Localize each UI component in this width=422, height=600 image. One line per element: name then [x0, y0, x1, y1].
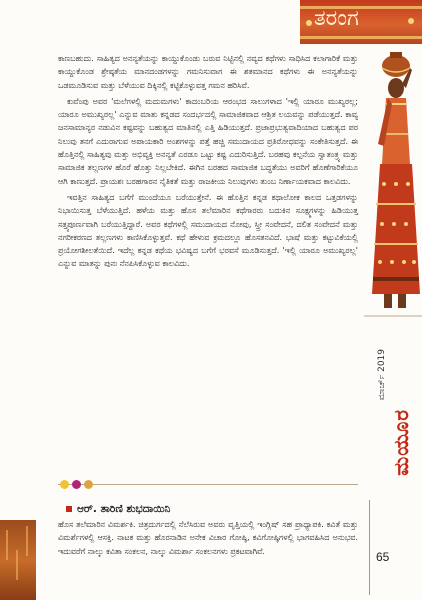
divider-line [58, 484, 358, 485]
issue-date-text: ಮಾರ್ಚ್ 2019 [377, 349, 387, 401]
left-border-art [0, 520, 36, 600]
banner-dot [306, 20, 312, 26]
magazine-title-text: ಮಯೂರ [389, 408, 413, 476]
author-name: ಆರ್. ತಾರಿಣಿ ಶುಭದಾಯಿನಿ [77, 503, 171, 515]
bullet-square-icon [66, 506, 72, 512]
divider-dot [84, 480, 93, 489]
sidebar-rule [369, 500, 370, 595]
page-number: 65 [376, 550, 390, 564]
banner-stripe [300, 36, 422, 39]
art-streak [16, 550, 18, 580]
art-streak [6, 530, 8, 560]
article-paragraph: ಕುವೆಂಪು ಅವರ 'ಮಲೆಗಳಲ್ಲಿ ಮದುಮಗಳು' ಕಾದಂಬರಿಯ ಆರಂಭದ ಸಾಲುಗಳಾದ 'ಇಲ್ಲಿ ಯಾರೂ ಮುಖ್ಯರಲ್ಲ; ಯಾರೂ ಅಮುಖ್ಯರಲ್ಲ' ಎನ್ನುವ ಮಾತು ಕನ್ನಡದ ಸಂದರ್ಭದಲ್ಲಿ ಸಾಮಾಜಿಕವಾದ ಆಶ್ರಿತ ಲಯವನ್ನು ಪಡೆಯುತ್ತದೆ. ಕಾವ್ಯ ಜನಸಾಮಾನ್ಯರ ನಡುವಿನ ಕಷ್ಟವನ್ನು ಬಹುತ್ವದ ಮಾತಿನಲ್ಲಿ ಎತ್ತಿ ಹಿಡಿಯುತ್ತದೆ. ಪ್ರಜಾಪ್ರಭುತ್ವವಾದಿಯಾದ ಬಹುತ್ವದ ಪರ ನಿಲುವು ತನಗೆ ಎದುರಾಗುವ ಅಪಾಯಕಾರಿ ಅಂಶಗಳನ್ನು ಪತ್ತೆ ಹಚ್ಚಿ ಸಮುದಾಯದ ಪ್ರತಿರೋಧವನ್ನು ಸಂಕೇತಿಸುತ್ತದೆ. ಈ ಹೊತ್ತಿನಲ್ಲಿ ಸಾಹಿತ್ಯವು ಮತ್ತು ಅಭಿವ್ಯಕ್ತಿ ಅನನ್ಯತೆ ಎರಡೂ ಒಟ್ಟು ಕಷ್ಟ ಎದುರಿಸುತ್ತಿದೆ. ಬರಹವು ಕಲ್ಪನೆಯ ಸ್ವಾತಂತ್ರ್ಯ ಮತ್ತು ಸಾಮಾಜಿಕ ತಲ್ಲಣಗಳ ಹೊರೆ ಹೊತ್ತು ನಿಲ್ಲಬೇಕಿದೆ. ಈಗಿನ ಬರಹದ ಸಾಮಾಜಿಕ ಬದ್ಧತೆಯು ಅವರಿಗೆ ಹೊಣೆಗಾರಿಕೆಯೂ ಆಗಿ ಕಾಣುತ್ತದೆ. ಪ್ರಾಯಶಃ ಬರಹಗಾರನ ನೈತಿಕತೆ ಮತ್ತು ರಾಜಕೀಯ ನಿಲುವುಗಳು ತುಂಬ ನಿರ್ಣಾಯಕವಾದ ಕಾಲವಿದು. [58, 96, 358, 186]
author-heading [66, 503, 170, 516]
author-bio [58, 518, 358, 558]
author-bio-text: ಹೊಸ ತಲೆಮಾರಿನ ವಿಮರ್ಶಕಿ. ಚಿತ್ರದುರ್ಗದಲ್ಲಿ ನೆಲೆಸಿರುವ ಅವರು ವೃತ್ತಿಯಲ್ಲಿ ಇಂಗ್ಲಿಷ್ ಸಹ ಪ್ರಾಧ್ಯಾಪಕಿ. ಕವಿತೆ ಮತ್ತು ವಿಮರ್ಶೆಗಳಲ್ಲಿ ಆಸಕ್ತಿ. ನಾಟಕ ಮತ್ತು ಹೊರನಾಡಿನ ಅನೇಕ ವಿಚಾರ ಗೋಷ್ಠಿ, ಕವಿಗೋಷ್ಠಿಗಳಲ್ಲಿ ಭಾಗವಹಿಸಿದ ಅನುಭವ. ಇದುವರೆಗೆ ನಾಲ್ಕು ಕವಿತಾ ಸಂಕಲನ, ನಾಲ್ಕು ವಿಮರ್ಶಾ ಸಂಕಲನಗಳು ಪ್ರಕಟವಾಗಿವೆ. [58, 520, 358, 556]
header-banner [300, 0, 422, 44]
divider-dot [72, 480, 81, 489]
art-streak [26, 526, 28, 556]
section-divider [58, 478, 358, 488]
banner-dot [408, 18, 414, 24]
article-body [58, 52, 358, 274]
magazine-title [388, 400, 414, 484]
article-paragraph: ಕಾಣಬಹುದು. ಸಾಹಿತ್ಯದ ಅನನ್ಯತೆಯನ್ನು ಕಾಯ್ದುಕೊಂಡು ಬರುವ ನಿಟ್ಟಿನಲ್ಲಿ ನವ್ಯದ ಕಥೆಗಳು ಸಾಧಿಸಿದ ಕಲಾಗಾರಿಕೆ ಮತ್ತು ಕಾಯ್ದುಕೊಂಡ ಶ್ರೇಷ್ಠತೆಯ ಮಾನದಂಡಗಳನ್ನು ಗಮನಿಸುವಾಗ ಈ ಶತಮಾನದ ಕಥೆಗಳು ಈ ಅನನ್ಯತೆಯನ್ನು ಒಡಮೂಡಿಸುವ ಮತ್ತು ಬೆಳೆಯುವ ದಿಕ್ಕಿನಲ್ಲಿ ಕಟ್ಟಿಕೊಳ್ಳುವತ್ತ ಗಮನ ಹರಿಸಿವೆ. [58, 54, 358, 90]
article-paragraph: ಇವತ್ತಿನ ಸಾಹಿತ್ಯದ ಬಗೆಗೆ ಮುಂದೆಯೂ ಬರೆಯುತ್ತೇನೆ. ಈ ಹೊತ್ತಿನ ಕನ್ನಡ ಕಥಾಲೋಕ ಕಾಲದ ಒತ್ತಡಗಳನ್ನು ನಿಭಾಯಿಸುತ್ತ ಬೆಳೆಯುತ್ತಿದೆ. ಹಳೆಯ ಮತ್ತು ಹೊಸ ತಲೆಮಾರಿನ ಕಥೆಗಾರರು ಬದುಕಿನ ಸೂಕ್ಷ್ಮಗಳನ್ನು ಹಿಡಿಯುತ್ತ ಸತ್ತ್ವಪೂರ್ಣವಾಗಿ ಬರೆಯುತ್ತಿದ್ದಾರೆ. ಅವರ ಕಥೆಗಳಲ್ಲಿ ಸಮುದಾಯದ ನೋವು, ಸ್ತ್ರೀ ಸಂವೇದನೆ, ದಲಿತ ಸಂವೇದನೆ ಮತ್ತು ನಗರೀಕರಣದ ತಲ್ಲಣಗಳು ಕಾಣಿಸಿಕೊಳ್ಳುತ್ತವೆ. ಕಥೆ ಹೇಳುವ ಕ್ರಮದಲ್ಲೂ ಹೊಸತನವಿದೆ. ಭಾಷೆ ಮತ್ತು ಕಟ್ಟುವಿಕೆಯಲ್ಲಿ ಪ್ರಯೋಗಶೀಲತೆಯಿದೆ. ಇದೆಲ್ಲ ಕನ್ನಡ ಕಥೆಯ ಭವಿಷ್ಯದ ಬಗೆಗೆ ಭರವಸೆ ಮೂಡಿಸುತ್ತದೆ. 'ಇಲ್ಲಿ ಯಾರೂ ಅಮುಖ್ಯರಲ್ಲ' ಎನ್ನುವ ಮಾತನ್ನು ಪುನಃ ನೆನಪಿಸಿಕೊಳ್ಳುವ ಕಾಲವಿದು. [58, 192, 358, 269]
divider-dot [60, 480, 69, 489]
banner-glyph: ತರಂಗ [314, 6, 359, 31]
